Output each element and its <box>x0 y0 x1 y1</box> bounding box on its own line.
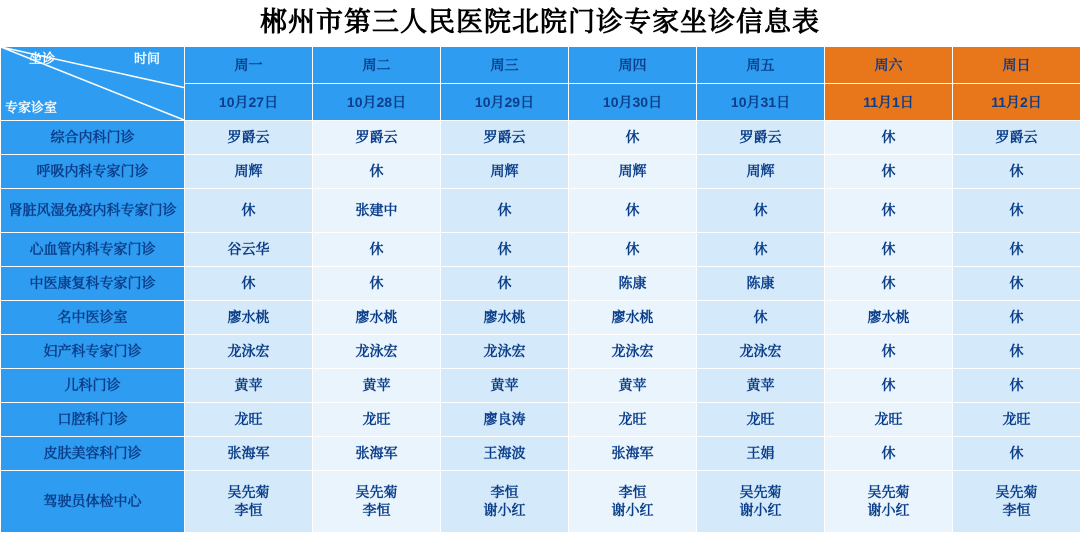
cell-line: 吴先菊 <box>355 484 398 501</box>
date-header-6: 11月1日 <box>825 84 953 121</box>
cell-r3-c7: 休 <box>953 189 1080 233</box>
cell-r3-c3: 休 <box>441 189 569 233</box>
cell-r6-c5: 休 <box>697 301 825 335</box>
cell-line: 谢小红 <box>611 501 654 518</box>
cell-r10-c7: 休 <box>953 437 1080 471</box>
cell-r6-c3: 廖水桃 <box>441 301 569 335</box>
row-label-3: 肾脏风湿免疫内科专家门诊 <box>1 189 185 233</box>
row-label-11: 驾驶员体检中心 <box>1 471 185 533</box>
cell-line: 李恒 <box>490 484 519 501</box>
table-row <box>1 369 1080 403</box>
weekday-header-3: 周三 <box>441 47 569 84</box>
row-label-10: 皮肤美容科门诊 <box>1 437 185 471</box>
cell-r11-c4 <box>569 471 697 533</box>
cell-r9-c7: 龙旺 <box>953 403 1080 437</box>
row-label-2: 呼吸内科专家门诊 <box>1 155 185 189</box>
table-row <box>1 403 1080 437</box>
date-header-4: 10月30日 <box>569 84 697 121</box>
date-header-5: 10月31日 <box>697 84 825 121</box>
cell-r3-c2: 张建中 <box>313 189 441 233</box>
cell-r4-c2: 休 <box>313 233 441 267</box>
cell-line: 谢小红 <box>867 501 910 518</box>
table-row <box>1 155 1080 189</box>
cell-r7-c7: 休 <box>953 335 1080 369</box>
cell-r8-c3: 黄苹 <box>441 369 569 403</box>
cell-r1-c2: 罗爵云 <box>313 121 441 155</box>
cell-r2-c1: 周辉 <box>185 155 313 189</box>
cell-r8-c6: 休 <box>825 369 953 403</box>
cell-r2-c3: 周辉 <box>441 155 569 189</box>
weekday-header-4: 周四 <box>569 47 697 84</box>
cell-r3-c1: 休 <box>185 189 313 233</box>
cell-r7-c6: 休 <box>825 335 953 369</box>
cell-r11-c2 <box>313 471 441 533</box>
cell-r10-c2: 张海军 <box>313 437 441 471</box>
cell-r5-c5: 陈康 <box>697 267 825 301</box>
cell-r2-c6: 休 <box>825 155 953 189</box>
cell-r10-c3: 王海波 <box>441 437 569 471</box>
cell-r10-c6: 休 <box>825 437 953 471</box>
weekday-header-5: 周五 <box>697 47 825 84</box>
date-header-2: 10月28日 <box>313 84 441 121</box>
cell-line: 谢小红 <box>483 501 526 518</box>
cell-r1-c7: 罗爵云 <box>953 121 1080 155</box>
cell-r6-c7: 休 <box>953 301 1080 335</box>
cell-r4-c6: 休 <box>825 233 953 267</box>
row-label-8: 儿科门诊 <box>1 369 185 403</box>
row-label-6: 名中医诊室 <box>1 301 185 335</box>
cell-line: 谢小红 <box>739 501 782 518</box>
cell-r7-c4: 龙泳宏 <box>569 335 697 369</box>
cell-r4-c5: 休 <box>697 233 825 267</box>
cell-r5-c2: 休 <box>313 267 441 301</box>
weekday-header-7: 周日 <box>953 47 1080 84</box>
cell-r6-c2: 廖水桃 <box>313 301 441 335</box>
table-row <box>1 335 1080 369</box>
cell-r5-c7: 休 <box>953 267 1080 301</box>
cell-r4-c3: 休 <box>441 233 569 267</box>
cell-line: 李恒 <box>234 501 263 518</box>
table-row <box>1 189 1080 233</box>
table-row <box>1 233 1080 267</box>
cell-r11-c7 <box>953 471 1080 533</box>
cell-r1-c6: 休 <box>825 121 953 155</box>
table-row <box>1 471 1080 533</box>
weekday-header-2: 周二 <box>313 47 441 84</box>
cell-r7-c1: 龙泳宏 <box>185 335 313 369</box>
cell-r6-c1: 廖水桃 <box>185 301 313 335</box>
cell-r9-c3: 廖良涛 <box>441 403 569 437</box>
cell-r11-c5 <box>697 471 825 533</box>
cell-r10-c5: 王娟 <box>697 437 825 471</box>
cell-line: 吴先菊 <box>867 484 910 501</box>
cell-r8-c4: 黄苹 <box>569 369 697 403</box>
cell-line: 李恒 <box>1002 501 1031 518</box>
cell-r1-c4: 休 <box>569 121 697 155</box>
cell-r2-c4: 周辉 <box>569 155 697 189</box>
cell-r9-c5: 龙旺 <box>697 403 825 437</box>
cell-r11-c3 <box>441 471 569 533</box>
cell-line: 李恒 <box>618 484 647 501</box>
cell-r8-c5: 黄苹 <box>697 369 825 403</box>
cell-r2-c2: 休 <box>313 155 441 189</box>
cell-r5-c4: 陈康 <box>569 267 697 301</box>
page-title: 郴州市第三人民医院北院门诊专家坐诊信息表 <box>260 7 820 37</box>
corner-room-label: 专家诊室 <box>5 100 58 116</box>
cell-r11-c6 <box>825 471 953 533</box>
cell-r3-c4: 休 <box>569 189 697 233</box>
cell-r2-c7: 休 <box>953 155 1080 189</box>
cell-r9-c4: 龙旺 <box>569 403 697 437</box>
cell-r1-c1: 罗爵云 <box>185 121 313 155</box>
date-header-1: 10月27日 <box>185 84 313 121</box>
cell-line: 吴先菊 <box>739 484 782 501</box>
cell-r8-c2: 黄苹 <box>313 369 441 403</box>
header-row-weekday <box>1 47 1080 84</box>
table-row <box>1 267 1080 301</box>
cell-r10-c4: 张海军 <box>569 437 697 471</box>
cell-r11-c1 <box>185 471 313 533</box>
corner-time-label: 时间 <box>133 51 160 67</box>
row-label-7: 妇产科专家门诊 <box>1 335 185 369</box>
cell-r8-c1: 黄苹 <box>185 369 313 403</box>
cell-r1-c5: 罗爵云 <box>697 121 825 155</box>
cell-r6-c4: 廖水桃 <box>569 301 697 335</box>
cell-r7-c5: 龙泳宏 <box>697 335 825 369</box>
cell-line: 李恒 <box>362 501 391 518</box>
corner-header-cell <box>1 47 185 121</box>
table-row <box>1 301 1080 335</box>
cell-r4-c4: 休 <box>569 233 697 267</box>
date-header-3: 10月29日 <box>441 84 569 121</box>
cell-r5-c3: 休 <box>441 267 569 301</box>
row-label-5: 中医康复科专家门诊 <box>1 267 185 301</box>
cell-r1-c3: 罗爵云 <box>441 121 569 155</box>
row-label-1: 综合内科门诊 <box>1 121 185 155</box>
cell-r9-c1: 龙旺 <box>185 403 313 437</box>
date-header-7: 11月2日 <box>953 84 1080 121</box>
weekday-header-6: 周六 <box>825 47 953 84</box>
cell-r2-c5: 周辉 <box>697 155 825 189</box>
cell-r5-c6: 休 <box>825 267 953 301</box>
cell-r9-c6: 龙旺 <box>825 403 953 437</box>
weekday-header-1: 周一 <box>185 47 313 84</box>
cell-line: 吴先菊 <box>995 484 1038 501</box>
cell-r7-c2: 龙泳宏 <box>313 335 441 369</box>
cell-r3-c5: 休 <box>697 189 825 233</box>
schedule-table <box>0 46 1080 533</box>
cell-r7-c3: 龙泳宏 <box>441 335 569 369</box>
row-label-4: 心血管内科专家门诊 <box>1 233 185 267</box>
cell-r10-c1: 张海军 <box>185 437 313 471</box>
cell-r5-c1: 休 <box>185 267 313 301</box>
cell-r8-c7: 休 <box>953 369 1080 403</box>
corner-zuozhen-label: 坐诊 <box>29 51 56 67</box>
cell-r9-c2: 龙旺 <box>313 403 441 437</box>
cell-r3-c6: 休 <box>825 189 953 233</box>
cell-r4-c1: 谷云华 <box>185 233 313 267</box>
table-row <box>1 121 1080 155</box>
table-row <box>1 437 1080 471</box>
cell-r6-c6: 廖水桃 <box>825 301 953 335</box>
cell-r4-c7: 休 <box>953 233 1080 267</box>
row-label-9: 口腔科门诊 <box>1 403 185 437</box>
cell-line: 吴先菊 <box>227 484 270 501</box>
